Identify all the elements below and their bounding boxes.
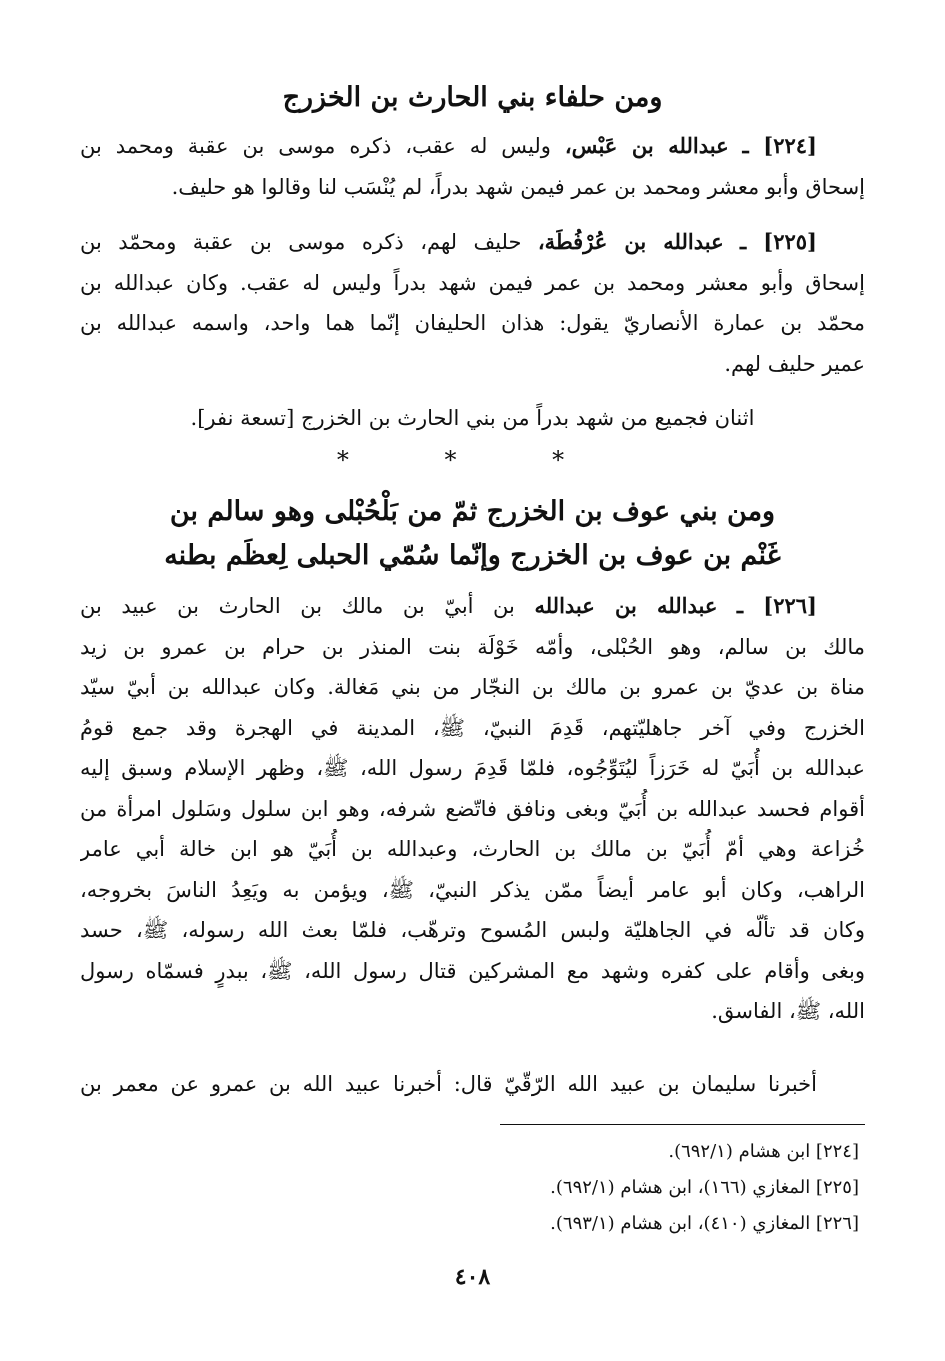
isnad-line: أخبرنا سليمان بن عبيد الله الرّقّيّ قال: أخبرنا عبيد الله بن عمرو عن معمر بن: [80, 1072, 817, 1096]
summary: [80, 398, 865, 439]
isnad: [80, 1064, 865, 1105]
entry-226-line: الله، ﷺ، الفاسق.: [711, 999, 865, 1023]
entry-226-number: [٢٢٦] ـ: [736, 593, 817, 618]
entry-226-name: عبدالله بن عبدالله: [534, 593, 718, 618]
entry-224-name: عبدالله بن عَبْس،: [564, 133, 729, 158]
entry-226-line: مالك بن سالم، وهو الحُبْلى، وأمّه خَوْلَة بنت المنذر بن حرام بن عمرو بن زيد: [80, 634, 865, 659]
entry-224: [80, 126, 865, 207]
entry-226: [80, 586, 865, 1032]
entry-225: [80, 222, 865, 384]
entry-225-line-1: [80, 222, 865, 263]
footnote-225: [٢٢٥] المغازي (١٦٦)، ابن هشام (٦٩٢/١).: [550, 1177, 859, 1198]
entry-225-line-1-text: حليف لهم، ذكره موسى بن عقبة ومحمّد بن: [80, 230, 522, 254]
page-number: ٤٠٨: [454, 1264, 491, 1290]
section-heading-awf-line-1: ومن بني عوف بن الخزرج ثمّ من بَلْحُبْلى وهو سالم بن: [169, 496, 776, 527]
footnote-226: [٢٢٦] المغازي (٤١٠)، ابن هشام (٦٩٣/١).: [550, 1213, 859, 1234]
entry-226-line: عبدالله بن أُبَيّ له خَرَزاً ليُتَوِّجُوه، فلمّا قَدِمَ رسول الله، ﷺ، وظهر الإسلام وسبق إليه: [80, 756, 865, 780]
entry-226-line: خُزاعة وهي أمّ أُبَيّ بن مالك بن الحارث، وعبدالله بن أُبَيّ هو ابن خالة أبي عامر: [80, 837, 865, 861]
section-divider-stars: * * *: [336, 446, 609, 474]
entry-226-line: أقوام فحسد عبدالله بن أُبَيّ وبغى ونافق فاتّضع شرفه، وهو ابن سلول وسَلول امرأة من: [80, 796, 865, 821]
entry-226-line-1: [80, 586, 865, 627]
entry-226-line: الراهب، وكان أبو عامر أيضاً ممّن يذكر النبيّ، ﷺ، ويؤمن به ويَعِدُ الناسَ بخروجه،: [80, 877, 865, 902]
section-heading-harith-allies: ومن حلفاء بني الحارث بن الخزرج: [282, 82, 663, 113]
entry-226-line-1-text: بن أبيّ بن مالك بن الحارث بن عبيد بن: [80, 594, 515, 618]
entry-225-line-2: إسحاق وأبو معشر ومحمد بن عمر فيمن شهد بدراً وليس له عقب. وكان عبدالله بن: [80, 270, 865, 295]
entry-226-line: وكان قد تألّه في الجاهليّة ولبس المُسوح وترهّب، فلمّا بعث الله رسوله، ﷺ، حسد: [80, 918, 865, 942]
summary-line: اثنان فجميع من شهد بدراً من بني الحارث بن الخزرج [تسعة نفر].: [190, 406, 755, 430]
entry-224-line-1-text: وليس له عقب، ذكره موسى بن عقبة ومحمد بن: [80, 134, 551, 158]
footnote-divider: [500, 1124, 865, 1125]
entry-224-line-2: إسحاق وأبو معشر ومحمد بن عمر فيمن شهد بدراً، لم يُنْسَب لنا وقالوا هو حليف.: [171, 174, 865, 199]
entry-225-line-3: محمّد بن عمارة الأنصاريّ يقول: هذان الحليفان إنّما هما واحد، واسمه عبدالله بن: [80, 311, 865, 335]
entry-225-name: عبدالله بن عُرْفُطَة،: [537, 229, 724, 254]
entry-226-line: مناة بن عديّ بن عمرو بن مالك بن النجّار من بني مَغالة. وكان عبدالله بن أبيّ سيّد: [80, 675, 865, 699]
entry-225-line-4: عمير حليف لهم.: [724, 351, 865, 376]
entry-225-number: [٢٢٥] ـ: [740, 229, 817, 254]
entry-224-line-1: [80, 126, 865, 167]
section-heading-awf-line-2: غَنْم بن عوف بن الخزرج وإنّما سُمّي الحبلى لِعظَم بطنه: [164, 540, 781, 571]
footnotes: [80, 1134, 865, 1242]
entry-226-line: وبغى وأقام على كفره وشهد مع المشركين قتال رسول الله، ﷺ، ببدرٍ فسمّاه رسول: [80, 958, 865, 983]
footnote-224: [٢٢٤] ابن هشام (٦٩٢/١).: [668, 1141, 859, 1162]
entry-224-number: [٢٢٤] ـ: [742, 133, 817, 158]
entry-226-line: الخزرج وفي آخر جاهليّتهم، قَدِمَ النبيّ، ﷺ، المدينة في الهجرة وقد جمع قومُ: [80, 715, 865, 740]
